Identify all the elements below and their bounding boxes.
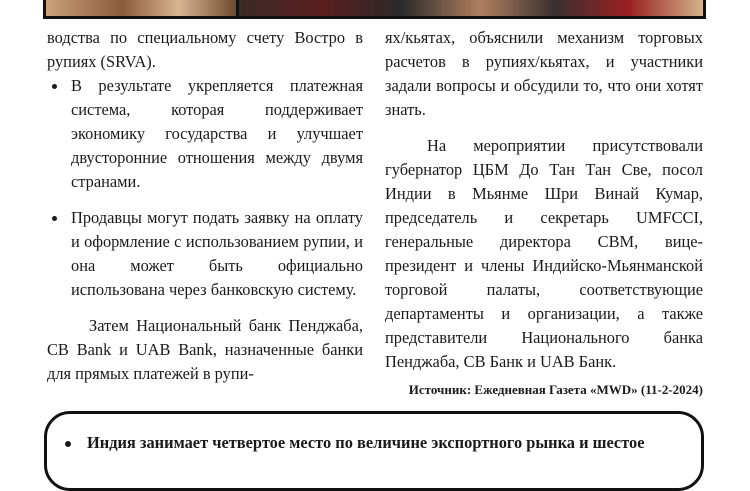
bullet-text: Продавцы могут подать заявку на оплату и оформление с использованием рупии, и она может быть официально использована через банковскую систему. (71, 208, 363, 299)
left-then-paragraph: Затем Национальный банк Пенджаба, CB Bank и UAB Bank, назначенные банки для прямых платежей в рупи- (47, 316, 363, 383)
bullet-dot-icon (52, 84, 57, 89)
bullet-dot-icon (65, 441, 71, 447)
bullet-text: В результате укрепляется платежная система, которая поддерживает экономику государства и улучшает двусторонние отношения между двумя странами. (71, 76, 363, 191)
highlight-bullet-item (65, 433, 645, 453)
event-photo-left (46, 0, 239, 16)
bullet-item (47, 206, 363, 302)
left-continued-paragraph: водства по специальному счету Востро в рупиях (SRVA). (47, 28, 363, 71)
attendees-paragraph: На мероприятии присутствовали губернатор ЦБМ До Тан Тан Све, посол Индии в Мьянме Шри Винай Кумар, председатель и секретарь UMFCCI, генеральные директора CBM, вице-президент и члены Индийско-Мьянманской торговой палаты, соответствующие департаменты и организации, а также представители Национального банка Пенджаба, CB Банк и UAB Банк. (385, 136, 703, 371)
bullet-dot-icon (52, 216, 57, 221)
photo-strip (43, 0, 706, 19)
highlight-text: Индия занимает четвертое место по величине экспортного рынка и шестое (87, 433, 645, 452)
bullet-list (47, 74, 363, 302)
event-photo-right (239, 0, 703, 16)
right-continued-paragraph: ях/кьятах, объяснили механизм торговых расчетов в рупиях/кьятах, и участники задали вопросы и обсудили то, что они хотят знать. (385, 28, 703, 119)
left-column (47, 26, 363, 386)
bullet-item (47, 74, 363, 194)
right-column (385, 26, 703, 374)
source-citation: Источник: Ежедневная Газета «MWD» (11-2-2024) (408, 382, 703, 397)
highlight-box (44, 411, 704, 491)
